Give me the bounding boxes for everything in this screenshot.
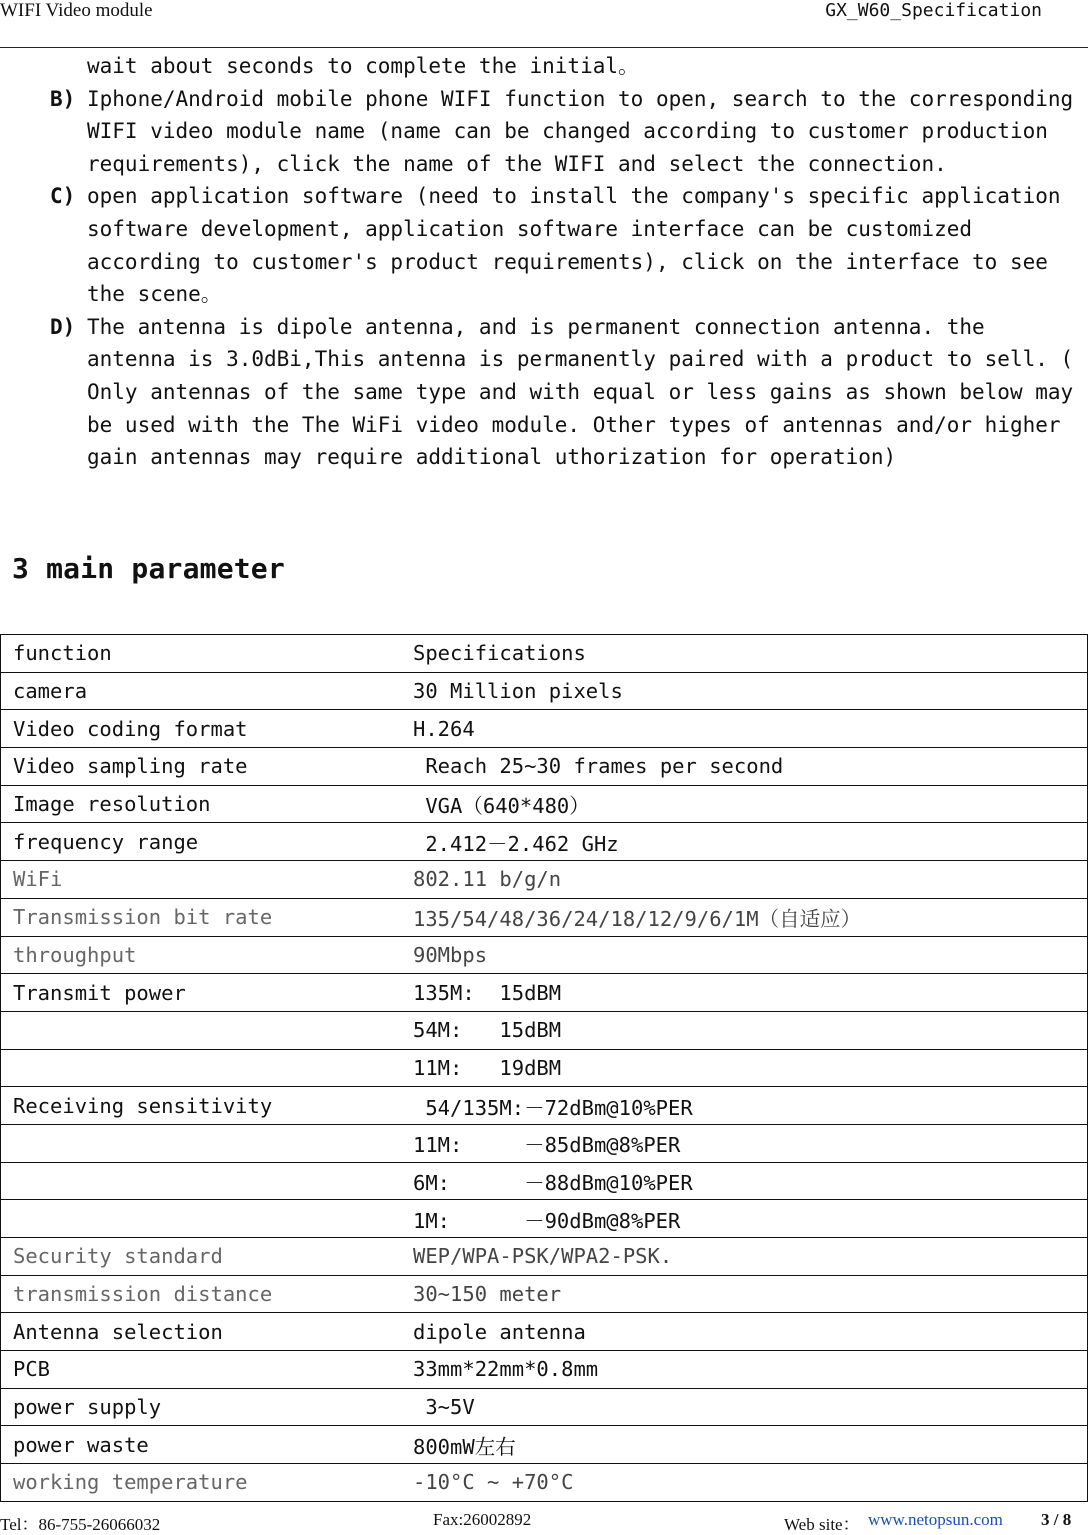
cell-specification: 30 Million pixels (401, 672, 1088, 710)
cell-function: power waste (1, 1426, 402, 1464)
table-row (1, 1162, 1088, 1200)
paragraph-text: Iphone/Android mobile phone WIFI function to open, search to the corresponding WIFI video module name (name can be changed according to customer production requirements), click the name of the WIFI and select the connection. (87, 86, 1074, 176)
cell-specification: 135/54/48/36/24/18/12/9/6/1M（自适应） (401, 898, 1088, 936)
footer-tel: Tel：86-755-26066032 (0, 1515, 161, 1534)
cell-function: working temperature (1, 1464, 402, 1502)
table-row (1, 1464, 1088, 1502)
table-row (1, 1200, 1088, 1238)
cell-specification: 11M: 19dBM (401, 1049, 1088, 1087)
footer-fax: Fax:26002892 (433, 1510, 532, 1529)
cell-function (1, 1011, 402, 1049)
table-row (1, 1011, 1088, 1049)
cell-specification: Specifications (401, 635, 1088, 673)
cell-function: Video sampling rate (1, 748, 402, 786)
cell-function (1, 1162, 402, 1200)
cell-specification: -10°C ~ +70°C (401, 1464, 1088, 1502)
table-row (1, 936, 1088, 974)
footer-website-link[interactable]: www.netopsun.com (868, 1510, 1003, 1529)
cell-specification: 800mW左右 (401, 1426, 1088, 1464)
cell-specification: 33mm*22mm*0.8mm (401, 1351, 1088, 1389)
cell-function: throughput (1, 936, 402, 974)
table-row (1, 861, 1088, 899)
cell-function (1, 1124, 402, 1162)
table-row (1, 635, 1088, 673)
table-row (1, 1351, 1088, 1389)
paragraph-text: open application software (need to install the company's specific application software development, application software interface can be customized according to customer's product requirements), click on the interface to see the scene。 (87, 184, 1061, 307)
paragraph-a-continued (0, 50, 1088, 83)
cell-specification: 54/135M:－72dBm@10%PER (401, 1087, 1088, 1125)
header-doc-id: GX_W60_Specification (825, 0, 1042, 21)
cell-function: PCB (1, 1351, 402, 1389)
list-marker: B) (50, 86, 76, 111)
cell-function: Receiving sensitivity (1, 1087, 402, 1125)
paragraph-text: wait about seconds to complete the initial。 (87, 54, 640, 78)
cell-function: power supply (1, 1388, 402, 1426)
paragraph-c (0, 180, 1088, 310)
cell-function: WiFi (1, 861, 402, 899)
cell-specification: 2.412－2.462 GHz (401, 823, 1088, 861)
cell-specification: 802.11 b/g/n (401, 861, 1088, 899)
table-row (1, 974, 1088, 1012)
table-row (1, 1238, 1088, 1276)
list-marker: C) (50, 184, 76, 209)
body-text (0, 50, 1088, 474)
table-row (1, 1388, 1088, 1426)
cell-function (1, 1200, 402, 1238)
cell-specification: 3~5V (401, 1388, 1088, 1426)
cell-specification: 54M: 15dBM (401, 1011, 1088, 1049)
cell-specification: 6M: －88dBm@10%PER (401, 1162, 1088, 1200)
cell-function: Security standard (1, 1238, 402, 1276)
cell-specification: 30~150 meter (401, 1275, 1088, 1313)
cell-specification: 90Mbps (401, 936, 1088, 974)
table-row (1, 785, 1088, 823)
cell-function: transmission distance (1, 1275, 402, 1313)
paragraph-d (0, 311, 1088, 474)
page-number: 3 / 8 (1041, 1510, 1072, 1529)
table-row (1, 710, 1088, 748)
header-title: WIFI Video module (0, 0, 153, 21)
cell-function (1, 1049, 402, 1087)
page-footer (0, 1510, 1088, 1532)
cell-specification: 135M: 15dBM (401, 974, 1088, 1012)
cell-function: Video coding format (1, 710, 402, 748)
cell-specification: 1M: －90dBm@8%PER (401, 1200, 1088, 1238)
table-row (1, 748, 1088, 786)
table-row (1, 1426, 1088, 1464)
section-title: 3 main parameter (12, 552, 285, 585)
table-row (1, 1275, 1088, 1313)
cell-specification: 11M: －85dBm@8%PER (401, 1124, 1088, 1162)
cell-specification: WEP/WPA-PSK/WPA2-PSK. (401, 1238, 1088, 1276)
footer-web-label: Web site： (784, 1515, 860, 1534)
cell-function: Antenna selection (1, 1313, 402, 1351)
table-row (1, 1049, 1088, 1087)
table-row (1, 1313, 1088, 1351)
table-row (1, 898, 1088, 936)
cell-function: Transmission bit rate (1, 898, 402, 936)
table-row (1, 1087, 1088, 1125)
table-row (1, 672, 1088, 710)
cell-function: function (1, 635, 402, 673)
parameter-table (0, 634, 1088, 1502)
cell-function: camera (1, 672, 402, 710)
cell-function: Transmit power (1, 974, 402, 1012)
cell-specification: Reach 25~30 frames per second (401, 748, 1088, 786)
paragraph-b (0, 83, 1088, 181)
paragraph-text: The antenna is dipole antenna, and is permanent connection antenna. the antenna is 3.0dBi,This antenna is permanently paired with a product to sell. ( Only antennas of the same type and with equal or less gains as shown below may be used with the The WiFi video module. Other types of antennas and/or higher gain antennas may require additional uthorization for operation) (87, 314, 1074, 470)
list-marker: D) (50, 314, 76, 339)
cell-function: frequency range (1, 823, 402, 861)
table-row (1, 1124, 1088, 1162)
cell-function: Image resolution (1, 785, 402, 823)
cell-specification: dipole antenna (401, 1313, 1088, 1351)
page-header (0, 0, 1088, 48)
table-row (1, 823, 1088, 861)
cell-specification: VGA（640*480） (401, 785, 1088, 823)
cell-specification: H.264 (401, 710, 1088, 748)
